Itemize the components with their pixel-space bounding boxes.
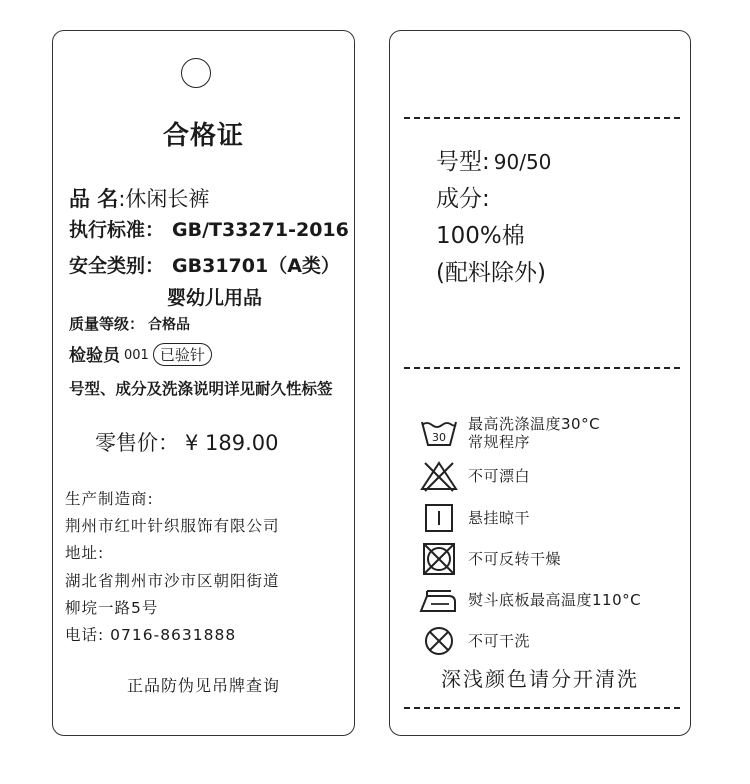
certificate-tag <box>52 30 355 736</box>
wash-30-icon <box>418 417 460 449</box>
address-label: 地址: <box>65 544 105 562</box>
product-name-value: 休闲长裤 <box>125 187 210 211</box>
care-text-tumble: 不可反转干燥 <box>468 550 562 568</box>
address-line-2: 柳垸一路5号 <box>65 599 159 617</box>
care-wash-line2: 常规程序 <box>468 433 531 451</box>
color-separation-note: 深浅颜色请分开清洗 <box>441 667 639 691</box>
care-item-tumble <box>418 542 561 576</box>
line-dry-icon <box>418 502 460 534</box>
safety-row <box>69 251 340 278</box>
anti-counterfeit-note: 正品防伪见吊牌查询 <box>126 676 280 695</box>
grade-row <box>69 313 190 334</box>
grade-label: 质量等级： <box>69 315 145 333</box>
composition-label: 成分: <box>436 186 490 212</box>
dashed-divider <box>404 707 680 709</box>
care-label-tag <box>389 30 691 736</box>
price-label: 零售价： <box>95 431 179 455</box>
care-text-dryclean: 不可干洗 <box>468 632 531 650</box>
manufacturer-label: 生产制造商: <box>65 490 154 508</box>
no-dry-clean-icon <box>418 625 460 657</box>
phone: 电话: 0716-8631888 <box>65 626 237 644</box>
care-text-wash <box>468 415 600 451</box>
iron-icon <box>418 584 460 616</box>
care-text-bleach: 不可漂白 <box>468 467 531 485</box>
tag-title: 合格证 <box>162 121 244 151</box>
product-name-row <box>69 183 209 213</box>
care-item-dryclean <box>418 624 530 658</box>
inspector-label: 检验员 <box>69 346 120 366</box>
care-item-iron <box>418 583 641 617</box>
hang-hole <box>181 58 211 88</box>
size-label: 号型: <box>436 149 490 175</box>
care-text-iron: 熨斗底板最高温度110°C <box>468 591 642 609</box>
product-name-sep: : <box>118 187 126 211</box>
care-item-bleach <box>418 459 530 493</box>
inspector-row <box>69 341 212 366</box>
safety-value-line2: 婴幼儿用品 <box>167 287 263 309</box>
standard-value: GB/T33271-2016 <box>172 219 349 241</box>
svg-text:30: 30 <box>432 431 446 444</box>
no-tumble-dry-icon <box>418 543 460 575</box>
address-line-1: 湖北省荆州市沙市区朝阳街道 <box>65 572 280 590</box>
product-name-label: 品 名 <box>69 187 119 211</box>
care-wash-line1: 最高洗涤温度30°C <box>468 415 601 433</box>
care-item-dry <box>418 501 530 535</box>
inspector-code: 001 <box>124 348 149 363</box>
price-value: ¥ 189.00 <box>185 431 279 455</box>
standard-row <box>69 215 349 242</box>
price-row <box>95 427 279 457</box>
safety-value: GB31701（A类） <box>172 255 340 277</box>
needle-checked-stamp: 已验针 <box>153 343 212 366</box>
size-row <box>436 143 551 176</box>
dashed-divider <box>404 367 680 369</box>
composition-note: (配料除外) <box>436 260 546 286</box>
no-bleach-icon <box>418 460 460 492</box>
composition-value: 100%棉 <box>436 223 525 249</box>
care-text-dry: 悬挂晾干 <box>468 509 531 527</box>
manufacturer-name: 荆州市红叶针织服饰有限公司 <box>65 517 280 535</box>
grade-value: 合格品 <box>148 317 191 333</box>
safety-label: 安全类别： <box>69 255 165 277</box>
care-label-note: 号型、成分及洗涤说明详见耐久性标签 <box>69 380 333 398</box>
standard-label: 执行标准： <box>69 219 165 241</box>
size-value: 90/50 <box>493 150 552 174</box>
dashed-divider <box>404 117 680 119</box>
care-item-wash <box>418 416 600 450</box>
